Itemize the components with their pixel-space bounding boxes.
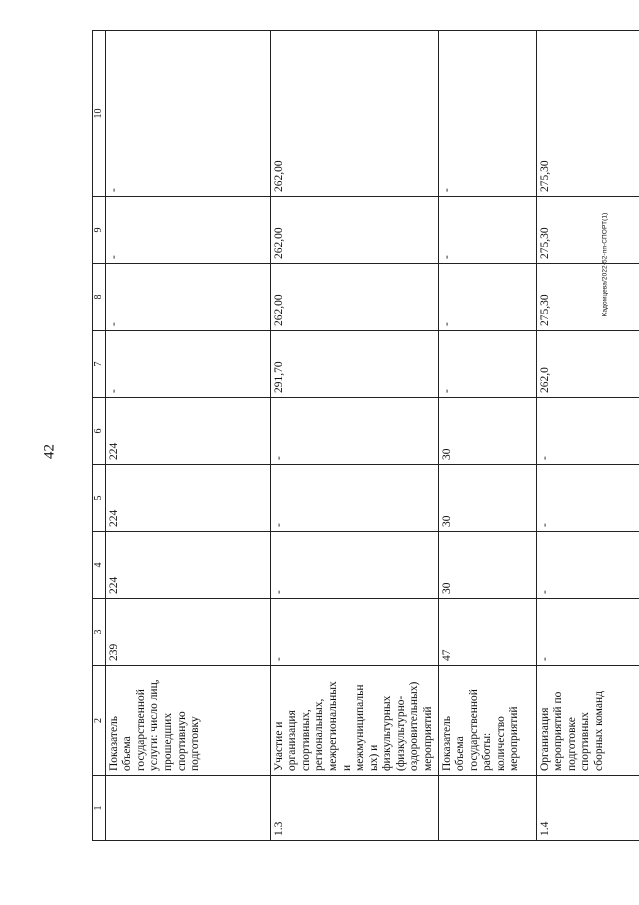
value-cell: 262,00: [270, 264, 438, 331]
value-cell: 30: [438, 532, 536, 599]
value-cell: 224: [105, 465, 270, 532]
value-cell: -: [536, 532, 639, 599]
column-number-row: [93, 31, 106, 841]
value-cell: 224: [105, 398, 270, 465]
page-number: 42: [41, 444, 58, 459]
row-name-cell: Организация мероприятий по подготовке спортивных сборных команд: [536, 666, 639, 776]
column-number-cell: 7: [93, 331, 106, 398]
value-cell: -: [438, 31, 536, 197]
column-number-cell: 8: [93, 264, 106, 331]
value-cell: 30: [438, 398, 536, 465]
value-cell: -: [270, 465, 438, 532]
row-number-cell: 1.3: [270, 776, 438, 841]
column-number-cell: 6: [93, 398, 106, 465]
value-cell: 262,0: [536, 331, 639, 398]
column-number-cell: 1: [93, 776, 106, 841]
value-cell: -: [536, 465, 639, 532]
column-number-cell: 3: [93, 599, 106, 666]
value-cell: -: [270, 398, 438, 465]
row-name-cell: Показатель объема государственной работы: количество мероприятий: [438, 666, 536, 776]
value-cell: -: [105, 264, 270, 331]
value-cell: -: [270, 532, 438, 599]
document-id: Кадомцева/2022-52-пп-СПОРТ(1): [601, 212, 609, 317]
column-number-cell: 10: [93, 31, 106, 197]
table-row: [536, 31, 639, 841]
value-cell: 262,00: [270, 197, 438, 264]
row-number-cell: [438, 776, 536, 841]
value-cell: 224: [105, 532, 270, 599]
row-number-cell: [105, 776, 270, 841]
value-cell: -: [438, 197, 536, 264]
value-cell: -: [438, 331, 536, 398]
value-cell: 275,30: [536, 197, 639, 264]
value-cell: 291,70: [270, 331, 438, 398]
value-cell: 30: [438, 465, 536, 532]
column-number-cell: 5: [93, 465, 106, 532]
row-number-cell: 1.4: [536, 776, 639, 841]
value-cell: -: [536, 599, 639, 666]
value-cell: -: [438, 264, 536, 331]
value-cell: 262,00: [270, 31, 438, 197]
value-cell: 275,30: [536, 31, 639, 197]
column-number-cell: 4: [93, 532, 106, 599]
value-cell: -: [105, 331, 270, 398]
row-name-cell: Показатель объема государственной услуги: число лиц, прошедших спортивную подготовку: [105, 666, 270, 776]
value-cell: -: [536, 398, 639, 465]
value-cell: 47: [438, 599, 536, 666]
table-row: [270, 31, 438, 841]
value-cell: 239: [105, 599, 270, 666]
value-cell: -: [105, 31, 270, 197]
column-number-cell: 2: [93, 666, 106, 776]
value-cell: -: [270, 599, 438, 666]
value-cell: 275,30: [536, 264, 639, 331]
data-table: [92, 30, 639, 841]
value-cell: -: [105, 197, 270, 264]
row-name-cell: Участие и организация спортивных, региональных, межрегиональных и межмуниципальн ых) и физкультурных (физкультурно- оздоровительных) мероприятий: [270, 666, 438, 776]
table-row: [438, 31, 536, 841]
table-row: [105, 31, 270, 841]
column-number-cell: 9: [93, 197, 106, 264]
